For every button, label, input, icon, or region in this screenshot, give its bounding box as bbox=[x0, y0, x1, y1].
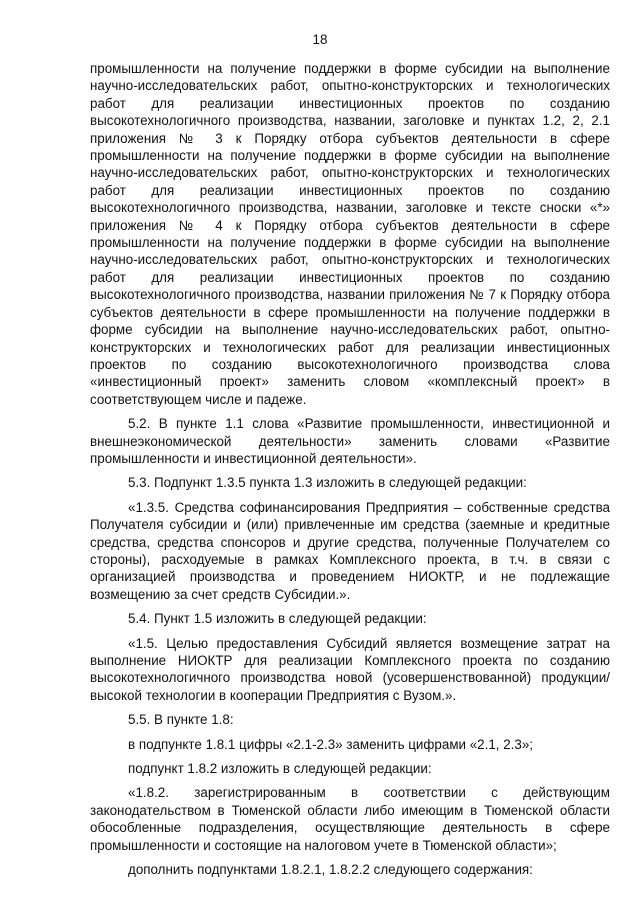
paragraph-1-5: «1.5. Целью предоставления Субсидий является возмещение затрат на выполнение НИОКТР для реализации Комплексного проекта по созданию высокотехнологичного производства новой (усовершенствованной) продукции/высокой технологии в кооперации Предприятия с Вузом.». bbox=[90, 635, 610, 703]
paragraph-1-3-5: «1.3.5. Средства софинансирования Предприятия – собственные средства Получателя субсидии и (или) привлеченные им средства (заемные и кредитные средства, средства спонсоров и другие средства, полученные Получателем со стороны), расходуемые в рамках Комплексного проекта, в т.ч. в связи с организацией производства и проведением НИОКТР, и не подлежащие возмещению за счет средств Субсидии.». bbox=[90, 499, 610, 602]
paragraph-1-8-1: в подпункте 1.8.1 цифры «2.1-2.3» заменить цифрами «2.1, 2.3»; bbox=[128, 736, 534, 752]
paragraph-5-2: 5.2. В пункте 1.1 слова «Развитие промышленности, инвестиционной и внешнеэкономической деятельности» заменить словами «Развитие промышленности и инвестиционной деятельности». bbox=[90, 416, 610, 466]
paragraph-5-3: 5.3. Подпункт 1.3.5 пункта 1.3 изложить в следующей редакции: bbox=[128, 475, 527, 491]
paragraph-add-subpoints: дополнить подпунктами 1.8.2.1, 1.8.2.2 следующего содержания: bbox=[128, 862, 533, 878]
page-number: 18 bbox=[312, 32, 328, 47]
paragraph-1-8-2-intro: подпункт 1.8.2 изложить в следующей редакции: bbox=[128, 761, 432, 777]
paragraph-5-5: 5.5. В пункте 1.8: bbox=[128, 712, 234, 728]
paragraph-1-8-2: «1.8.2. зарегистрированным в соответствии с действующим законодательством в Тюменской области либо имеющим в Тюменской области обособленные подразделения, осуществляющие деятельность в сфере промышленности и состоящие на налоговом учете в Тюменской области»; bbox=[90, 785, 610, 853]
paragraph-continuation: промышленности на получение поддержки в форме субсидии на выполнение научно-исследовательских работ, опытно-конструкторских и технологических работ для реализации инвестиционных проектов по созданию высокотехнологичного производства, названии, заголовке и пунктах 1.2, 2, 2.1 приложения № 3 к Порядку отбора субъектов деятельности в сфере промышленности на получение поддержки в форме субсидии на выполнение научно-исследовательских работ, опытно-конструкторских и технологических работ для реализации инвестиционных проектов по созданию высокотехнологичного производства, названии, заголовке и тексте сноски «*» приложения № 4 к Порядку отбора субъектов деятельности в сфере промышленности на получение поддержки в форме субсидии на выполнение научно-исследовательских работ, опытно-конструкторских и технологических работ для реализации инвестиционных проектов по созданию высокотехнологичного производства, названии приложения № 7 к Порядку отбора субъектов деятельности в сфере промышленности на получение поддержки в форме субсидии на выполнение научно-исследовательских работ, опытно-конструкторских и технологических работ для реализации инвестиционных проектов по созданию высокотехнологичного производства слова «инвестиционный проект» заменить словом «комплексный проект» в соответствующем числе и падеже. bbox=[90, 61, 610, 407]
document-body bbox=[90, 60, 610, 885]
paragraph-5-4: 5.4. Пункт 1.5 изложить в следующей редакции: bbox=[128, 611, 427, 627]
